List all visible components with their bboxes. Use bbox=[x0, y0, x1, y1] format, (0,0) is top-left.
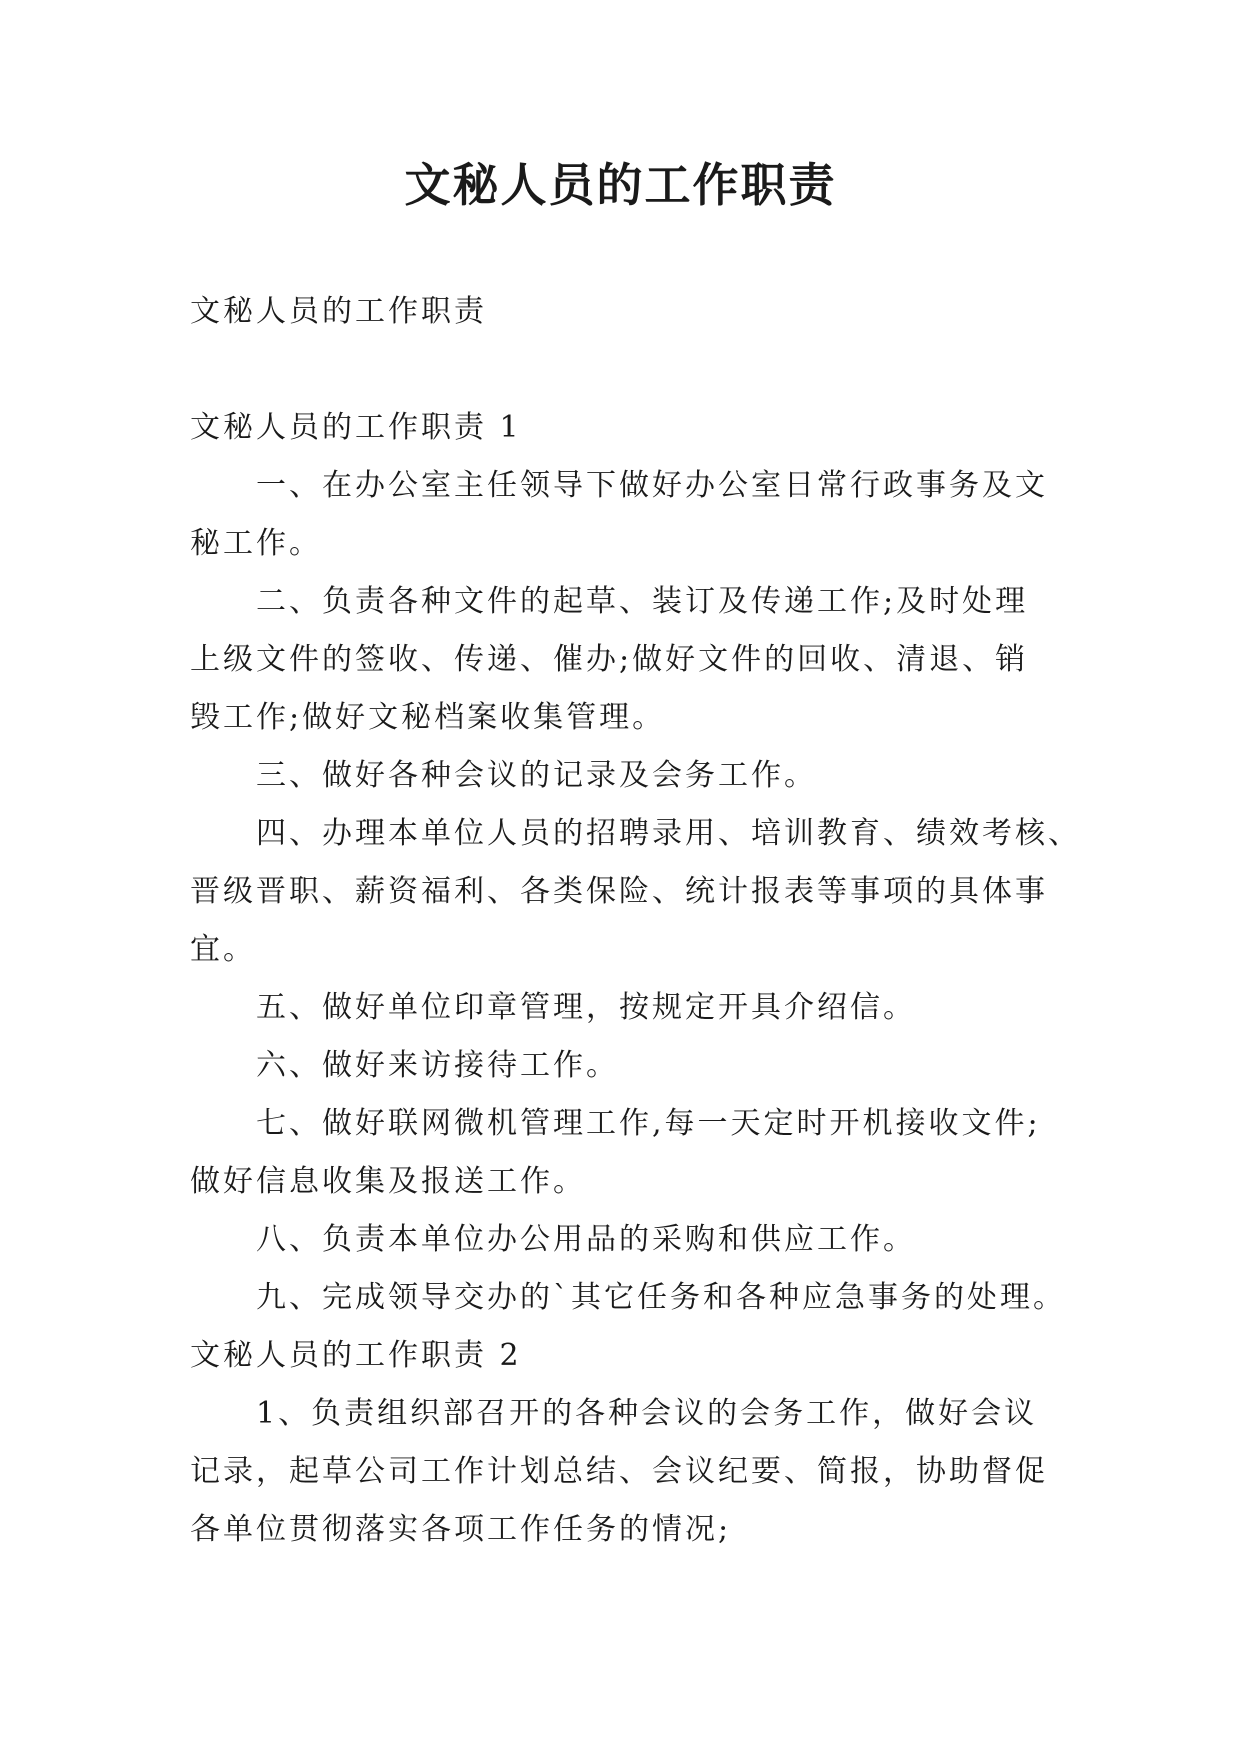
paragraph-gap bbox=[190, 341, 1070, 399]
duty-item-3 bbox=[190, 747, 1070, 805]
duty-item-5-line-1: 五、做好单位印章管理，按规定开具介绍信。 bbox=[256, 990, 916, 1025]
duty-item-5 bbox=[190, 979, 1070, 1037]
duty-item-1-line-2: 秘工作。 bbox=[190, 526, 322, 561]
duty-item-4 bbox=[190, 805, 1081, 979]
section-2-item-1-line-2: 记录，起草公司工作计划总结、会议纪要、简报，协助督促 bbox=[190, 1454, 1048, 1489]
duty-item-9-line-1: 九、完成领导交办的`其它任务和各种应急事务的处理。 bbox=[256, 1280, 1066, 1315]
document-subtitle: 文秘人员的工作职责 bbox=[190, 294, 487, 329]
duty-item-2 bbox=[190, 573, 1070, 747]
duty-item-9 bbox=[190, 1269, 1070, 1327]
document-body bbox=[190, 283, 1081, 1559]
duty-item-2-line-2: 上级文件的签收、传递、催办;做好文件的回收、清退、销 bbox=[190, 642, 1029, 677]
duty-item-2-line-3: 毁工作;做好文秘档案收集管理。 bbox=[190, 700, 666, 735]
duty-item-7-line-1: 七、做好联网微机管理工作,每一天定时开机接收文件; bbox=[256, 1106, 1041, 1141]
duty-item-1 bbox=[190, 457, 1070, 573]
section-2-item-1-line-1: 1、负责组织部召开的各种会议的会务工作，做好会议 bbox=[256, 1396, 1038, 1431]
duty-item-1-line-1: 一、在办公室主任领导下做好办公室日常行政事务及文 bbox=[256, 468, 1048, 503]
duty-item-8 bbox=[190, 1211, 1070, 1269]
duty-item-8-line-1: 八、负责本单位办公用品的采购和供应工作。 bbox=[256, 1222, 916, 1257]
duty-item-2-line-1: 二、负责各种文件的起草、装订及传递工作;及时处理 bbox=[256, 584, 1029, 619]
section-2-heading: 文秘人员的工作职责 2 bbox=[190, 1338, 522, 1373]
duty-item-3-line-1: 三、做好各种会议的记录及会务工作。 bbox=[256, 758, 817, 793]
section-2-item-1 bbox=[190, 1385, 1070, 1559]
duty-item-4-line-2: 晋级晋职、薪资福利、各类保险、统计报表等事项的具体事 bbox=[190, 874, 1048, 909]
duty-item-4-line-1: 四、办理本单位人员的招聘录用、培训教育、绩效考核、 bbox=[256, 816, 1081, 851]
duty-item-7 bbox=[190, 1095, 1070, 1211]
section-1-heading: 文秘人员的工作职责 1 bbox=[190, 410, 522, 445]
duty-item-6 bbox=[190, 1037, 1070, 1095]
duty-item-6-line-1: 六、做好来访接待工作。 bbox=[256, 1048, 619, 1083]
duty-item-4-line-3: 宜。 bbox=[190, 932, 256, 967]
section-2-item-1-line-3: 各单位贯彻落实各项工作任务的情况; bbox=[190, 1512, 732, 1547]
duty-item-7-line-2: 做好信息收集及报送工作。 bbox=[190, 1164, 586, 1199]
document-title: 文秘人员的工作职责 bbox=[404, 158, 837, 212]
